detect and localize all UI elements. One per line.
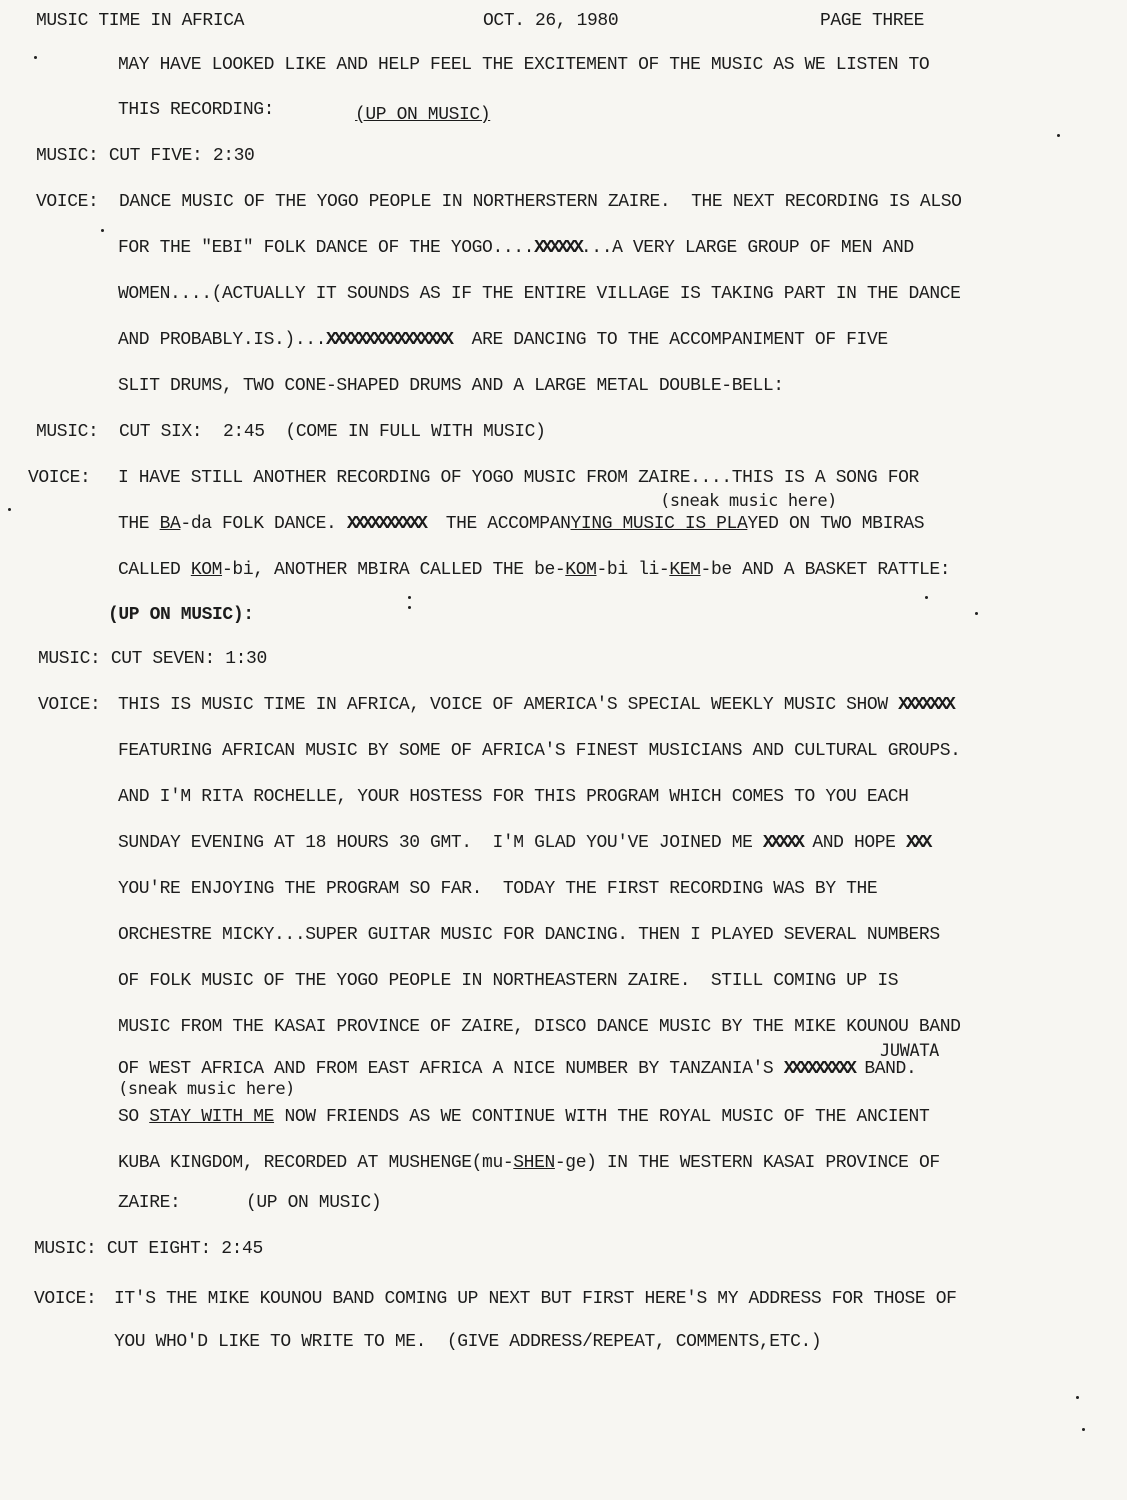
stress-mark: BA [159, 514, 181, 534]
script-text: -da FOLK DANCE. [180, 514, 347, 534]
scan-speck [408, 606, 411, 609]
speaker-label: MUSIC: [38, 649, 101, 669]
script-text: ...A VERY LARGE GROUP OF MEN AND [580, 238, 914, 258]
music-cue [36, 145, 254, 167]
broadcast-date: OCT. 26, 1980 [483, 11, 619, 31]
script-text: SUNDAY EVENING AT 18 HOURS 30 GMT. I'M GLAD YOU'VE JOINED ME [118, 833, 763, 853]
script-line: OF FOLK MUSIC OF THE YOGO PEOPLE IN NORTHEASTERN ZAIRE. STILL COMING UP IS [118, 971, 899, 991]
script-text: -be AND A BASKET RATTLE: [700, 560, 951, 580]
voice-line [38, 694, 953, 716]
cue-up-on-music: (UP ON MUSIC) [355, 105, 491, 125]
stress-mark: KOM [190, 560, 223, 580]
script-line [118, 559, 950, 581]
scan-speck [101, 229, 104, 232]
script-line: ZAIRE: [118, 1193, 181, 1213]
stress-mark: SHEN [513, 1153, 555, 1173]
script-line [118, 1152, 940, 1174]
script-text: THE [118, 514, 160, 534]
handwritten-note: (sneak music here) [660, 491, 838, 511]
script-text: THE ACCOMPAN [424, 514, 571, 534]
script-line: MUSIC FROM THE KASAI PROVINCE OF ZAIRE, DISCO DANCE MUSIC BY THE MIKE KOUNOU BAND [118, 1017, 961, 1037]
speaker-label: MUSIC: [34, 1239, 97, 1259]
strikeout: XXXXXXXXXX [346, 514, 425, 534]
music-cue [34, 1238, 263, 1260]
scan-speck [1076, 1396, 1079, 1399]
script-line: ORCHESTRE MICKY...SUPER GUITAR MUSIC FOR DANCING. THEN I PLAYED SEVERAL NUMBERS [118, 925, 940, 945]
handwritten-correction: JUWATA [880, 1041, 940, 1061]
script-line: YOU'RE ENJOYING THE PROGRAM SO FAR. TODAY THE FIRST RECORDING WAS BY THE [118, 879, 878, 899]
stress-mark: KOM [565, 560, 597, 580]
scan-speck [8, 508, 11, 511]
stress-mark: KEM [669, 560, 701, 580]
scan-speck [1057, 134, 1060, 137]
script-line: THIS RECORDING: [118, 100, 275, 120]
script-text: ARE DANCING TO THE ACCOMPANIMENT OF FIVE [450, 330, 888, 350]
script-text: IT'S THE MIKE KOUNOU BAND COMING UP NEXT BUT FIRST HERE'S MY ADDRESS FOR THOSE OF [114, 1289, 957, 1309]
script-text: SO [118, 1107, 150, 1127]
page-number: PAGE THREE [820, 11, 925, 31]
scan-speck [1082, 1428, 1085, 1431]
script-line: FEATURING AFRICAN MUSIC BY SOME OF AFRICA'S FINEST MUSICIANS AND CULTURAL GROUPS. [118, 741, 961, 761]
script-line [118, 329, 888, 351]
cut-info: CUT SIX: 2:45 (COME IN FULL WITH MUSIC) [119, 422, 546, 442]
strikeout: XXXXXXXXXXXXXXXX [326, 330, 451, 350]
scan-speck [925, 596, 928, 599]
strikeout: XXXXXXXXX [783, 1059, 854, 1079]
scan-speck [408, 596, 411, 599]
script-line [118, 237, 914, 259]
script-line: MAY HAVE LOOKED LIKE AND HELP FEEL THE EXCITEMENT OF THE MUSIC AS WE LISTEN TO [118, 55, 930, 75]
script-text: CALLED [118, 560, 191, 580]
strikeout: XXXXX [762, 833, 802, 853]
script-line [118, 1106, 929, 1128]
speaker-label: MUSIC: [36, 146, 99, 166]
cut-info: CUT EIGHT: 2:45 [106, 1239, 263, 1259]
cue-up-on-music: (UP ON MUSIC) [246, 1193, 382, 1213]
underlined-cue: STAY WITH ME [149, 1107, 275, 1127]
script-text: BAND. [853, 1059, 917, 1079]
script-text: AND PROBABLY.IS.)... [118, 330, 327, 350]
script-text: -bi li- [596, 560, 670, 580]
script-text: I HAVE STILL ANOTHER RECORDING OF YOGO MUSIC FROM ZAIRE....THIS IS A SONG FOR [118, 468, 919, 488]
strikeout: XXXXXXX [898, 695, 953, 715]
speaker-label: VOICE: [38, 695, 101, 715]
script-text: DANCE MUSIC OF THE YOGO PEOPLE IN NORTHERSTERN ZAIRE. THE NEXT RECORDING IS ALSO [119, 192, 962, 212]
script-line: SLIT DRUMS, TWO CONE-SHAPED DRUMS AND A LARGE METAL DOUBLE-BELL: [118, 376, 784, 396]
music-cue [38, 648, 267, 670]
voice-line [34, 1288, 957, 1310]
script-text: THIS IS MUSIC TIME IN AFRICA, VOICE OF AMERICA'S SPECIAL WEEKLY MUSIC SHOW [118, 695, 899, 715]
handwritten-note: (sneak music here) [118, 1079, 296, 1099]
scan-speck [34, 56, 37, 59]
script-text: YED ON TWO MBIRAS [747, 514, 925, 534]
speaker-label: VOICE: [34, 1289, 97, 1309]
cue-up-on-music: (UP ON MUSIC): [108, 605, 254, 625]
script-line [118, 832, 929, 854]
voice-line [36, 191, 962, 213]
script-line: AND I'M RITA ROCHELLE, YOUR HOSTESS FOR THIS PROGRAM WHICH COMES TO YOU EACH [118, 787, 909, 807]
script-text: AND HOPE [801, 833, 906, 853]
music-cue [36, 421, 545, 443]
script-line [118, 1058, 916, 1080]
script-text: -ge) IN THE WESTERN KASAI PROVINCE OF [554, 1153, 940, 1173]
speaker-label: VOICE: [28, 468, 91, 488]
script-text: KUBA KINGDOM, RECORDED AT MUSHENGE(mu- [118, 1153, 514, 1173]
strikeout: XXXXXX [534, 238, 581, 258]
voice-line [28, 467, 919, 489]
strikeout: XXX [905, 833, 930, 853]
underlined-cue: YING MUSIC IS PLA [570, 514, 748, 534]
script-line [118, 513, 924, 535]
script-line: WOMEN....(ACTUALLY IT SOUNDS AS IF THE ENTIRE VILLAGE IS TAKING PART IN THE DANCE [118, 284, 961, 304]
program-title: MUSIC TIME IN AFRICA [36, 11, 245, 31]
cut-info: CUT FIVE: 2:30 [108, 146, 255, 166]
cut-info: CUT SEVEN: 1:30 [110, 649, 267, 669]
scan-speck [975, 612, 978, 615]
script-text: -bi, ANOTHER MBIRA CALLED THE be- [222, 560, 566, 580]
script-text: NOW FRIENDS AS WE CONTINUE WITH THE ROYAL MUSIC OF THE ANCIENT [274, 1107, 930, 1127]
script-text: FOR THE "EBI" FOLK DANCE OF THE YOGO.... [118, 238, 535, 258]
speaker-label: MUSIC: [36, 422, 99, 442]
script-text: OF WEST AFRICA AND FROM EAST AFRICA A NICE NUMBER BY TANZANIA'S [118, 1059, 784, 1079]
script-line: YOU WHO'D LIKE TO WRITE TO ME. (GIVE ADDRESS/REPEAT, COMMENTS,ETC.) [114, 1332, 822, 1352]
speaker-label: VOICE: [36, 192, 99, 212]
